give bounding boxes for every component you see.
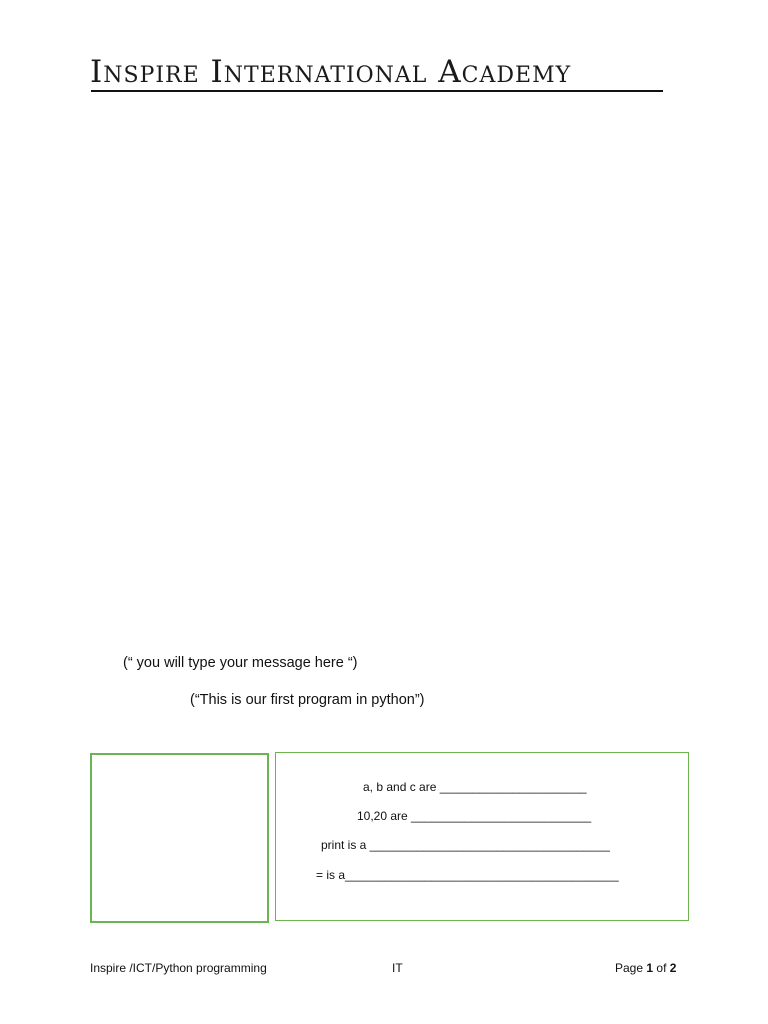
message-instruction-text: (“ you will type your message here “) — [123, 655, 358, 671]
empty-answer-box — [90, 753, 269, 923]
page-word: Page — [615, 961, 644, 975]
of-word: of — [656, 961, 667, 975]
example-message-text: (“This is our first program in python”) — [190, 692, 425, 708]
title-underline — [91, 90, 663, 92]
current-page: 1 — [646, 961, 654, 975]
question-item: a, b and c are ______________________ — [363, 780, 587, 794]
question-item: 10,20 are ___________________________ — [357, 809, 592, 823]
footer-course-label: Inspire /ICT/Python programming — [90, 961, 267, 975]
total-pages: 2 — [669, 961, 677, 975]
questions-box — [275, 752, 689, 921]
question-item: print is a ____________________________________ — [321, 838, 610, 852]
footer-page-number — [615, 961, 676, 975]
page-title: Inspire International Academy — [90, 54, 572, 90]
footer-subject-label: IT — [392, 961, 403, 975]
question-item: = is a_________________________________________ — [316, 868, 619, 882]
